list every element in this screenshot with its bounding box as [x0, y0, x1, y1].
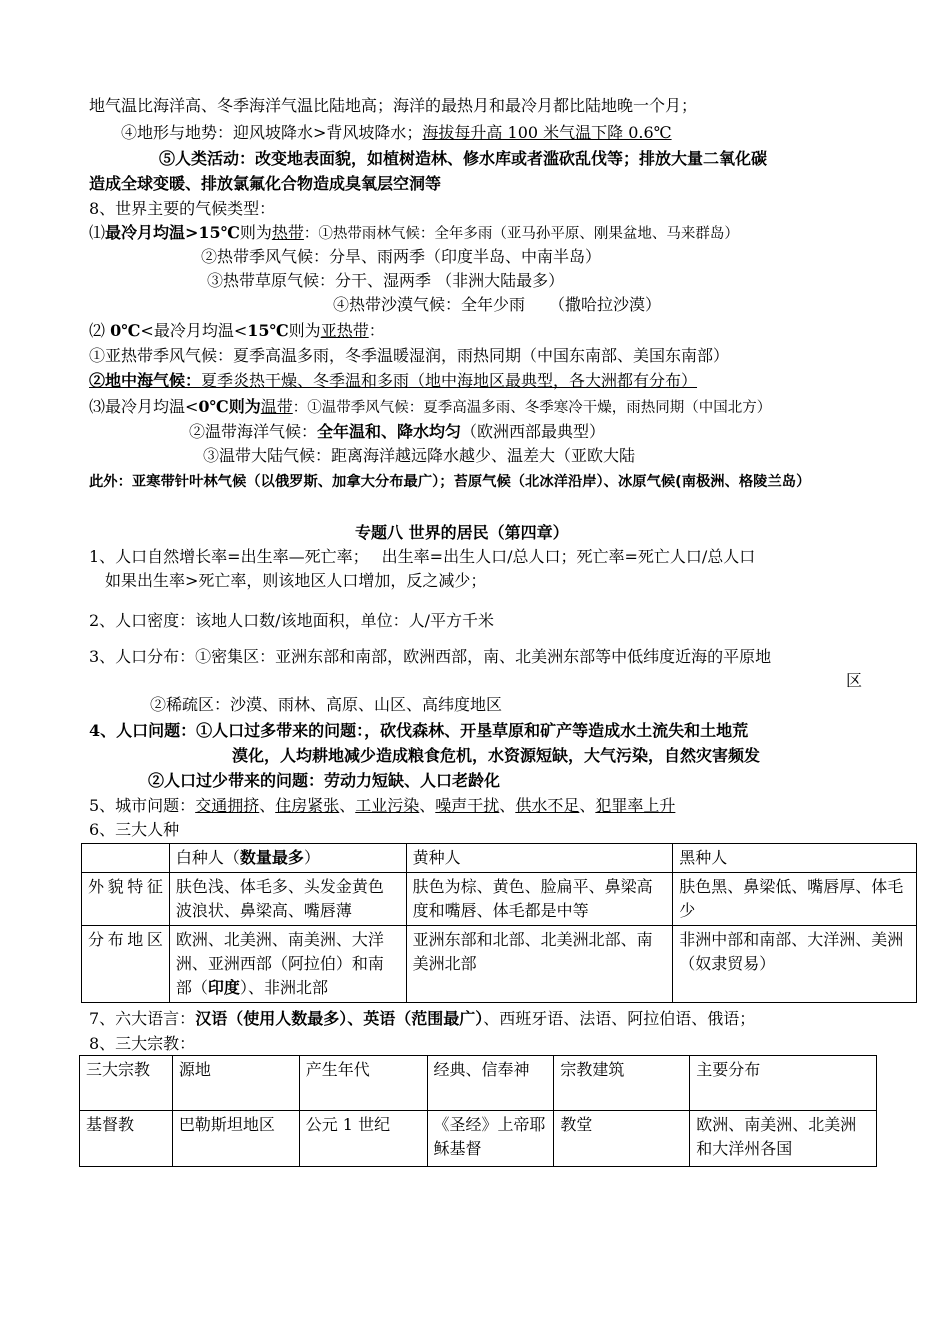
table-header: 白种人（数量最多）: [169, 844, 406, 873]
table-header: 经典、信奉神: [427, 1056, 554, 1111]
table-cell: 亚洲东部和北部、北美洲北部、南美洲北部: [406, 926, 673, 1003]
population-density: 2、人口密度：该地人口数/该地面积，单位：人/平方千米: [89, 611, 494, 630]
table-header: 宗教建筑: [554, 1056, 690, 1111]
population-growth-2: 如果出生率>死亡率，则该地区人口增加，反之减少；: [105, 571, 487, 590]
table-header: 产生年代: [299, 1056, 427, 1111]
table-cell: 非洲中部和南部、大洋洲、美洲（奴隶贸易）: [673, 926, 917, 1003]
population-too-few: ②人口过少带来的问题：劳动力短缺、人口老龄化: [148, 771, 501, 790]
table-header: 源地: [172, 1056, 299, 1111]
table-header: 主要分布: [690, 1056, 877, 1111]
section-title: 专题八 世界的居民（第四章）: [355, 523, 569, 542]
religions-table: [79, 1055, 877, 1167]
table-row: [82, 844, 917, 873]
altitude-rule: 海拔每升高 100 米气温下降 0.6℃: [422, 123, 672, 142]
table-row: [82, 873, 917, 926]
table-row: [80, 1056, 877, 1111]
table-cell: 肤色黑、鼻梁低、嘴唇厚、体毛少: [673, 873, 917, 926]
climate-line-1: 地气温比海洋高、冬季海洋气温比陆地高；海洋的最热月和最冷月都比陆地晚一个月；: [89, 96, 698, 115]
subtropical-monsoon: ①亚热带季风气候：夏季高温多雨，冬季温暖湿润，雨热同期（中国东南部、美国东南部）: [89, 346, 730, 365]
table-cell: 巴勒斯坦地区: [172, 1111, 299, 1167]
table-header: 三大宗教: [80, 1056, 173, 1111]
urban-problems: 5、城市问题：交通拥挤、住房紧张、工业污染、噪声干扰、供水不足、犯罪率上升: [89, 796, 676, 815]
climate-types-heading: 8、世界主要的气候类型：: [89, 199, 276, 218]
climate-line-2: [121, 122, 672, 144]
climate-line-3: ⑤人类活动：改变地表面貌，如植树造林、修水库或者滥砍乱伐等；排放大量二氧化碳: [159, 149, 768, 168]
table-header: 黑种人: [673, 844, 917, 873]
other-climates: 此外：亚寒带针叶林气候（以俄罗斯、加拿大分布最广）；苔原气候（北冰洋沿岸）、冰原气候(南极洲、格陵兰岛）: [89, 474, 811, 490]
row-label: 外貌特征: [82, 873, 170, 926]
religions-heading: 8、三大宗教：: [89, 1034, 196, 1053]
table-row: [82, 926, 917, 1003]
population-distribution-wrap: 区: [846, 671, 863, 690]
table-cell: 基督教: [80, 1111, 173, 1167]
tropical-savanna: ③热带草原气候：分干、湿两季 （非洲大陆最多）: [207, 271, 565, 290]
terrain-text: ④地形与地势：迎风坡降水>背风坡降水；: [121, 123, 423, 142]
table-cell: 肤色浅、体毛多、头发金黄色波浪状、鼻梁高、嘴唇薄: [169, 873, 406, 926]
sparse-areas: ②稀疏区：沙漠、雨林、高原、山区、高纬度地区: [150, 695, 503, 714]
population-distribution: 3、人口分布：①密集区：亚洲东部和南部，欧洲西部，南、北美洲东部等中低纬度近海的平原地: [89, 647, 772, 666]
table-cell: 欧洲、北美洲、南美洲、大洋洲、亚洲西部（阿拉伯）和南部（印度）、非洲北部: [169, 926, 406, 1003]
tropical-line: ⑴最冷月均温>15℃则为热带：①热带雨林气候：全年多雨（亚马孙平原、刚果盆地、马来群岛）: [89, 223, 739, 242]
temperate-oceanic: ②温带海洋气候：全年温和、降水均匀（欧洲西部最典型）: [189, 422, 606, 441]
temperate-line: ⑶最冷月均温<0℃则为温带：①温带季风气候：夏季高温多雨、冬季寒冷干燥，雨热同期（中国北方）: [89, 397, 772, 416]
mediterranean: ②地中海气候：夏季炎热干燥、冬季温和多雨（地中海地区最典型，各大洲都有分布）: [89, 371, 698, 390]
population-growth: 1、人口自然增长率=出生率—死亡率； 出生率=出生人口/总人口；死亡率=死亡人口/总人口: [89, 547, 756, 566]
table-cell: 肤色为棕、黄色、脸扁平、鼻梁高度和嘴唇、体毛都是中等: [406, 873, 673, 926]
climate-line-4: 造成全球变暖、排放氯氟化合物造成臭氧层空洞等: [89, 174, 442, 193]
table-cell: 《圣经》上帝耶稣基督: [427, 1111, 554, 1167]
row-label: 分布地区: [82, 926, 170, 1003]
tropical-monsoon: ②热带季风气候：分旱、雨两季（印度半岛、中南半岛）: [201, 247, 602, 266]
population-problems: 4、人口问题：①人口过多带来的问题：，砍伐森林、开垦草原和矿产等造成水土流失和土地荒: [89, 721, 749, 740]
languages: 7、六大语言：汉语（使用人数最多）、英语（范围最广）、西班牙语、法语、阿拉伯语、俄语；: [89, 1009, 756, 1028]
table-cell: 教堂: [554, 1111, 690, 1167]
races-table: [81, 843, 917, 1003]
tropical-desert: ④热带沙漠气候：全年少雨 （撒哈拉沙漠）: [333, 295, 662, 314]
subtropical-line: ⑵ 0℃<最冷月均温<15℃则为亚热带：: [89, 321, 385, 340]
table-cell: 欧洲、南美洲、北美洲和大洋州各国: [690, 1111, 877, 1167]
table-row: [80, 1111, 877, 1167]
table-header: 黄种人: [406, 844, 673, 873]
table-cell: [82, 844, 170, 873]
races-heading: 6、三大人种: [89, 820, 180, 839]
table-cell: 公元 1 世纪: [299, 1111, 427, 1167]
population-problems-2: 漠化，人均耕地减少造成粮食危机，水资源短缺，大气污染，自然灾害频发: [232, 746, 761, 765]
temperate-continental: ③温带大陆气候：距离海洋越远降水越少、温差大（亚欧大陆: [203, 446, 636, 465]
